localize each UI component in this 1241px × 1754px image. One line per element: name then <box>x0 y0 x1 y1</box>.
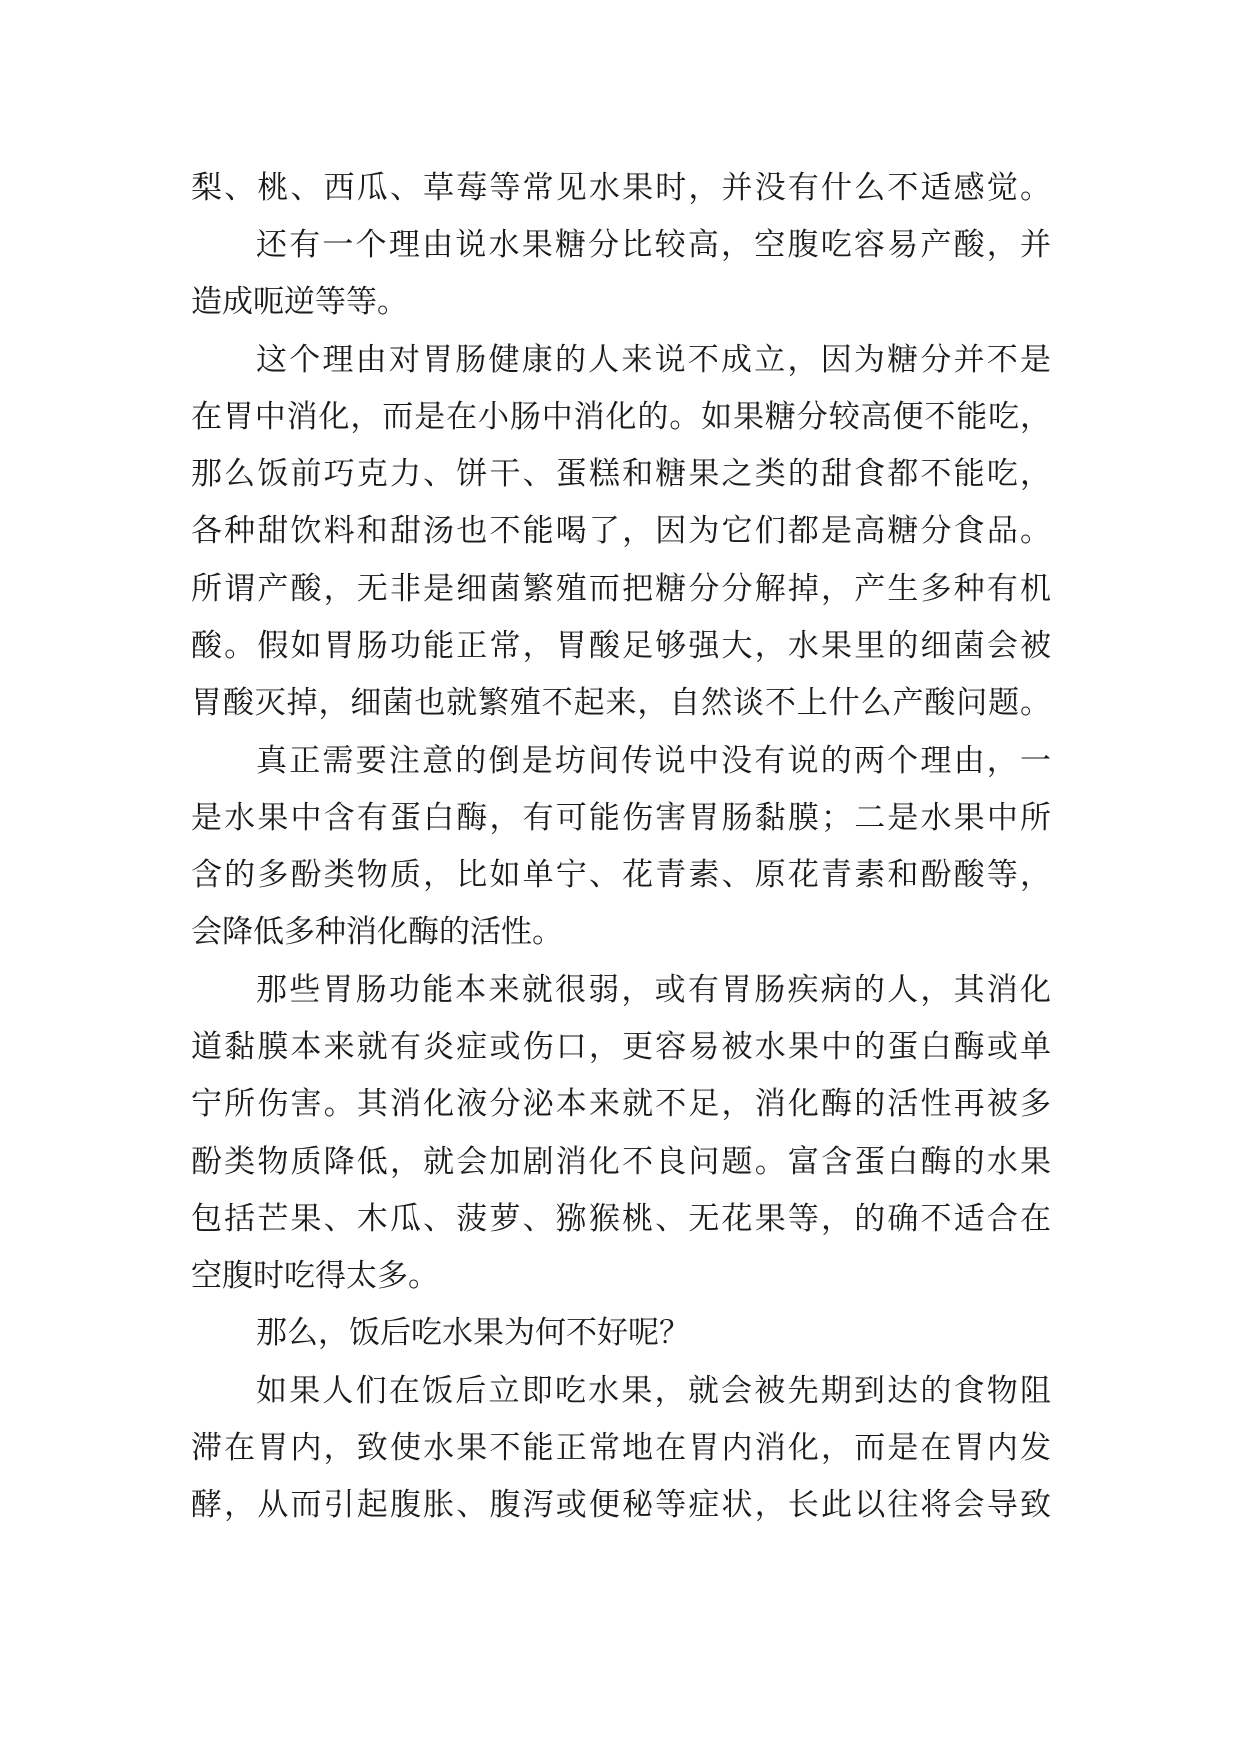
paragraph-first-line: 这个理由对胃肠健康的人来说不成立，因为糖分并不是 <box>256 342 1051 378</box>
text-line: 所谓产酸，无非是细菌繁殖而把糖分分解掉，产生多种有机 <box>191 571 1051 607</box>
text-line: 酸。假如胃肠功能正常，胃酸足够强大，水果里的细菌会被 <box>191 628 1051 664</box>
text-line: 造成呃逆等等。 <box>191 284 408 320</box>
text-line: 会降低多种消化酶的活性。 <box>191 914 563 950</box>
text-line: 是水果中含有蛋白酶，有可能伤害胃肠黏膜；二是水果中所 <box>191 800 1051 836</box>
text-line: 宁所伤害。其消化液分泌本来就不足，消化酶的活性再被多 <box>191 1086 1051 1122</box>
text-line: 滞在胃内，致使水果不能正常地在胃内消化，而是在胃内发 <box>191 1430 1051 1466</box>
paragraph-first-line: 还有一个理由说水果糖分比较高，空腹吃容易产酸，并 <box>256 227 1051 263</box>
text-line: 胃酸灭掉，细菌也就繁殖不起来，自然谈不上什么产酸问题。 <box>191 685 1051 721</box>
text-line: 那么饭前巧克力、饼干、蛋糕和糖果之类的甜食都不能吃， <box>191 456 1051 492</box>
text-line: 在胃中消化，而是在小肠中消化的。如果糖分较高便不能吃， <box>191 399 1051 435</box>
text-line: 含的多酚类物质，比如单宁、花青素、原花青素和酚酸等， <box>191 857 1051 893</box>
text-line: 空腹时吃得太多。 <box>191 1258 439 1294</box>
text-line: 酚类物质降低，就会加剧消化不良问题。富含蛋白酶的水果 <box>191 1144 1051 1180</box>
text-line: 道黏膜本来就有炎症或伤口，更容易被水果中的蛋白酶或单 <box>191 1029 1051 1065</box>
paragraph-first-line: 真正需要注意的倒是坊间传说中没有说的两个理由，一 <box>256 743 1051 779</box>
paragraph-first-line: 那些胃肠功能本来就很弱，或有胃肠疾病的人，其消化 <box>256 972 1051 1008</box>
text-line: 各种甜饮料和甜汤也不能喝了，因为它们都是高糖分食品。 <box>191 513 1051 549</box>
paragraph-first-line: 如果人们在饭后立即吃水果，就会被先期到达的食物阻 <box>256 1373 1051 1409</box>
text-line: 酵，从而引起腹胀、腹泻或便秘等症状，长此以往将会导致 <box>191 1487 1051 1523</box>
paragraph-first-line: 那么，饭后吃水果为何不好呢？ <box>256 1315 690 1351</box>
text-line: 包括芒果、木瓜、菠萝、猕猴桃、无花果等，的确不适合在 <box>191 1201 1051 1237</box>
text-line: 梨、桃、西瓜、草莓等常见水果时，并没有什么不适感觉。 <box>191 170 1051 206</box>
